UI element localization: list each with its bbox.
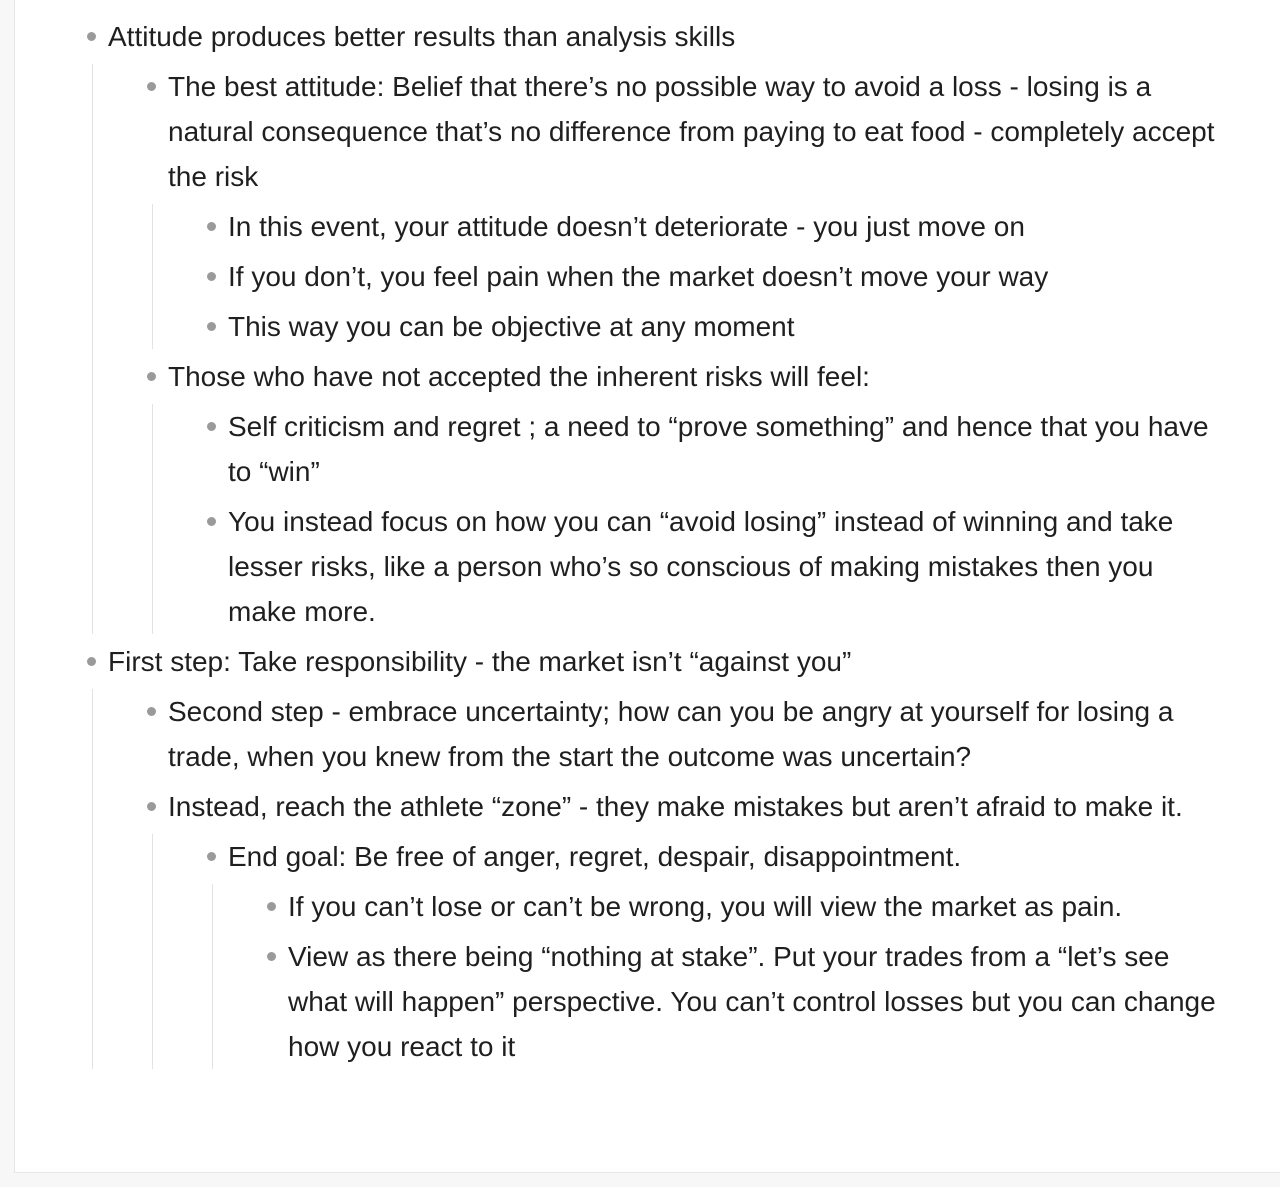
bullet-icon <box>207 422 216 431</box>
list-item[interactable] <box>15 934 1280 1069</box>
list-item[interactable] <box>15 64 1280 349</box>
bullet-text[interactable]: First step: Take responsibility - the market isn’t “against you” <box>108 646 852 677</box>
bullet-text[interactable]: Second step - embrace uncertainty; how can you be angry at yourself for losing a trade, when you knew from the start the outcome was uncertain? <box>168 696 1174 772</box>
list-item[interactable] <box>15 254 1280 299</box>
bullet-text[interactable]: Self criticism and regret ; a need to “prove something” and hence that you have to “win” <box>228 411 1209 487</box>
bullet-icon <box>147 82 156 91</box>
list-item[interactable] <box>15 834 1280 1069</box>
child-list <box>15 204 1280 349</box>
child-list <box>15 689 1280 1069</box>
bullet-icon <box>267 902 276 911</box>
bullet-text[interactable]: Those who have not accepted the inherent risks will feel: <box>168 361 870 392</box>
list-item[interactable] <box>15 784 1280 1069</box>
bullet-icon <box>147 802 156 811</box>
bullet-icon <box>207 222 216 231</box>
bullet-icon <box>207 322 216 331</box>
list-item[interactable] <box>15 354 1280 634</box>
bullet-icon <box>147 372 156 381</box>
document-page <box>14 0 1280 1173</box>
bullet-icon <box>87 32 96 41</box>
bullet-text[interactable]: You instead focus on how you can “avoid losing” instead of winning and take lesser risks, like a person who’s so conscious of making mistakes then you make more. <box>228 506 1174 627</box>
bullet-text[interactable]: Attitude produces better results than analysis skills <box>108 21 736 52</box>
bullet-text[interactable]: End goal: Be free of anger, regret, despair, disappointment. <box>228 841 962 872</box>
child-list <box>15 884 1280 1069</box>
list-item[interactable] <box>15 14 1280 634</box>
list-item[interactable] <box>15 884 1280 929</box>
list-item[interactable] <box>15 689 1280 779</box>
bullet-text[interactable]: This way you can be objective at any moment <box>228 311 795 342</box>
bullet-icon <box>267 952 276 961</box>
bullet-text[interactable]: If you can’t lose or can’t be wrong, you will view the market as pain. <box>288 891 1123 922</box>
bullet-text[interactable]: View as there being “nothing at stake”. Put your trades from a “let’s see what will happen” perspective. You can’t control losses but you can change how you react to it <box>288 941 1216 1062</box>
child-list <box>15 404 1280 634</box>
child-list <box>15 64 1280 634</box>
bullet-text[interactable]: Instead, reach the athlete “zone” - they make mistakes but aren’t afraid to make it. <box>168 791 1183 822</box>
bullet-icon <box>147 707 156 716</box>
bullet-outline <box>15 14 1280 1074</box>
list-item[interactable] <box>15 404 1280 494</box>
list-item[interactable] <box>15 499 1280 634</box>
list-item[interactable] <box>15 304 1280 349</box>
bullet-text[interactable]: In this event, your attitude doesn’t deteriorate - you just move on <box>228 211 1025 242</box>
bullet-icon <box>207 517 216 526</box>
bullet-icon <box>207 852 216 861</box>
list-item[interactable] <box>15 204 1280 249</box>
list-item[interactable] <box>15 639 1280 1069</box>
bullet-text[interactable]: If you don’t, you feel pain when the market doesn’t move your way <box>228 261 1049 292</box>
bullet-text[interactable]: The best attitude: Belief that there’s no possible way to avoid a loss - losing is a natural consequence that’s no difference from paying to eat food - completely accept the risk <box>168 71 1215 192</box>
bullet-icon <box>87 657 96 666</box>
bullet-icon <box>207 272 216 281</box>
child-list <box>15 834 1280 1069</box>
